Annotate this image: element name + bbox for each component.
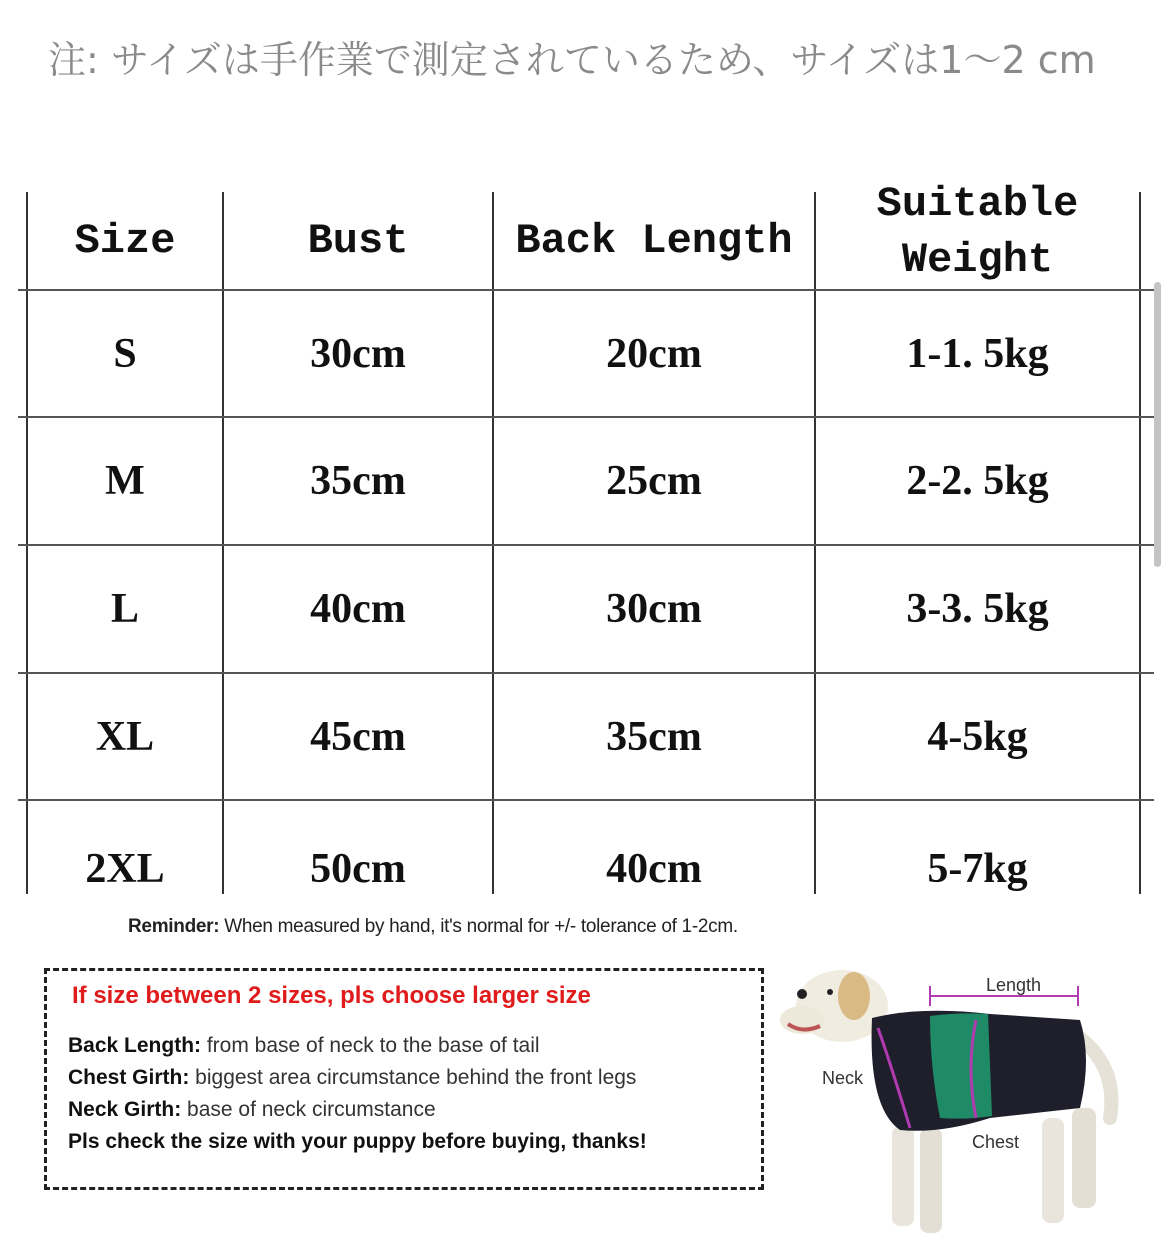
reminder-text [128, 916, 738, 938]
tip-back-length: Back Length: from base of neck to the base of tail [68, 1034, 540, 1057]
scrollbar[interactable] [1154, 282, 1161, 567]
cell-weight: 1-1. 5kg [906, 330, 1049, 377]
cell-size: 2XL [85, 845, 165, 892]
header-weight: Weight [901, 236, 1054, 284]
header-back-length: Back Length [515, 216, 793, 265]
cell-weight: 2-2. 5kg [906, 458, 1049, 504]
tip-check-size: Pls check the size with your puppy before buying, thanks! [68, 1130, 647, 1153]
tips-title: If size between 2 sizes, pls choose larger size [72, 982, 591, 1009]
cell-size: S [113, 330, 137, 377]
cell-weight: 4-5kg [927, 713, 1028, 760]
cell-back-length: 30cm [606, 586, 702, 632]
reminder-body: When measured by hand, it's normal for +/- tolerance of 1-2cm. [219, 916, 738, 937]
cell-size: M [105, 458, 145, 504]
neck-label: Neck [822, 1068, 864, 1088]
size-note: 注: サイズは手作業で測定されているため、サイズは1〜2 cm [48, 38, 1096, 82]
cell-weight: 5-7kg [927, 845, 1028, 892]
cell-bust: 30cm [310, 330, 406, 377]
cell-bust: 40cm [310, 586, 406, 632]
cell-size: XL [95, 713, 155, 760]
cell-bust: 50cm [310, 845, 406, 892]
dog-measurement-image [780, 958, 1160, 1241]
cell-back-length: 40cm [606, 845, 702, 892]
cell-back-length: 35cm [606, 713, 702, 760]
cell-size: L [110, 586, 139, 632]
header-bust: Bust [307, 216, 409, 265]
size-table [18, 178, 1154, 894]
cell-bust: 45cm [310, 713, 406, 760]
cell-bust: 35cm [310, 458, 406, 504]
length-label: Length [986, 975, 1042, 995]
cell-back-length: 20cm [606, 330, 702, 377]
cell-back-length: 25cm [606, 458, 702, 504]
reminder-label: Reminder: [128, 916, 220, 937]
tip-chest-girth: Chest Girth: biggest area circumstance behind the front legs [68, 1066, 637, 1089]
tip-neck-girth: Neck Girth: base of neck circumstance [68, 1098, 436, 1121]
chest-label: Chest [972, 1132, 1020, 1152]
cell-weight: 3-3. 5kg [906, 586, 1049, 632]
header-size: Size [74, 216, 176, 265]
header-suitable: Suitable [876, 180, 1079, 228]
